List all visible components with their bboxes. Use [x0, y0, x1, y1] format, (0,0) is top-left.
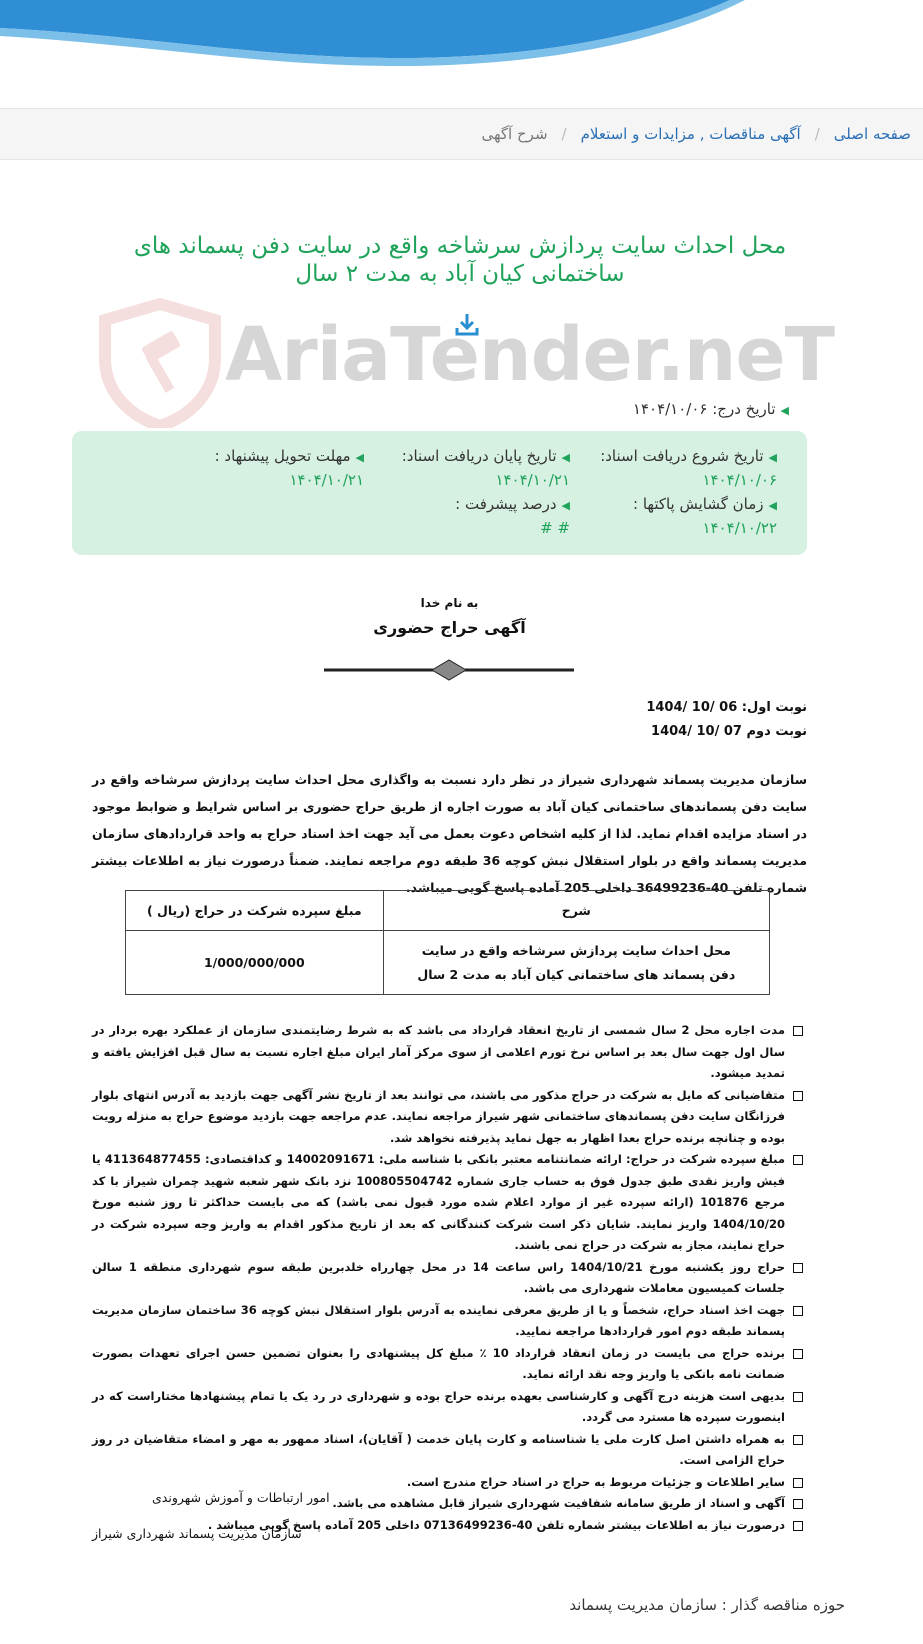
- condition-item: جهت اخذ اسناد حراج، شخصاً و یا از طریق معرفی نماینده به آدرس بلوار استقلال نبش کوچه 36 ساختمان سازمان مدیریت پسماند طبقه دوم امور قراردادها مراجعه نمایید.: [92, 1300, 807, 1343]
- breadcrumb-category-link[interactable]: آگهی مناقصات , مزایدات و استعلام: [580, 125, 801, 143]
- opening-cell: [633, 495, 777, 537]
- table-header-description: شرح: [383, 891, 769, 931]
- table-cell-description: محل احداث سایت پردازش سرشاخه واقع در سایت دفن پسماند های ساختمانی کیان آباد به مدت 2 سال: [383, 931, 769, 995]
- aria-tender-logo-watermark: [95, 298, 225, 428]
- deadline-cell: [215, 447, 364, 489]
- tender-document-image: [92, 596, 808, 1541]
- start-date-cell: [600, 447, 777, 489]
- conditions-list: [92, 1020, 807, 1536]
- progress-value: # #: [540, 519, 570, 537]
- footer-organization: سازمان مدیریت پسماند شهرداری شیراز: [92, 1526, 302, 1541]
- opening-value: ۱۴۰۴/۱۰/۲۲: [702, 519, 777, 537]
- deadline-label: مهلت تحویل پیشنهاد :: [214, 447, 351, 465]
- condition-item: درصورت نیاز به اطلاعات بیشتر شماره تلفن 40-07136499236 داخلی 205 آماده پاسخ گویی میباشد .: [92, 1515, 807, 1537]
- document-heading: آگهی حراج حضوری: [373, 618, 526, 637]
- end-date-cell: [402, 447, 570, 489]
- footer-department: امور ارتباطات و آموزش شهروندی: [152, 1490, 330, 1505]
- document-bismillah: به نام خدا: [420, 596, 479, 610]
- ornamental-divider: [324, 658, 574, 682]
- tender-info-box: [72, 431, 807, 555]
- condition-item: آگهی و اسناد از طریق سامانه شفافیت شهرداری شیراز قابل مشاهده می باشد.: [92, 1493, 807, 1515]
- condition-item: برنده حراج می بایست در زمان انعقاد قرارداد 10 ٪ مبلغ کل پیشنهادی را بعنوان تضمین حسن اجرای تعهدات بصورت ضمانت نامه بانکی یا واریز وجه نقد ارائه نماید.: [92, 1343, 807, 1386]
- posted-label: تاریخ درج:: [712, 400, 776, 418]
- triangle-bullet-icon: ◀: [355, 451, 364, 464]
- document-intro-paragraph: سازمان مدیریت پسماند شهرداری شیراز در نظر دارد نسبت به واگذاری محل احداث سایت پردازش سرشاخه واقع در سایت دفن پسماندهای ساختمانی کیان آباد به صورت اجاره از طریق حراج حضوری بر اساس شرایط و ضوابط موجود در اسناد مزایده اقدام نماید. لذا از کلیه اشخاص دعوت بعمل می آید جهت اخذ اسناد حراج به واحد قراردادهای سازمان مدیریت پسماند واقع در بلوار استقلال نبش کوچه 36 طبقه دوم مراجعه نمایند. ضمناً درصورت نیاز به اطلاعات بیشتر شماره تلفن 40-36499236 داخلی 205 آماده پاسخ گویی میباشد.: [92, 772, 808, 895]
- posted-date: [633, 400, 789, 418]
- breadcrumb-separator: /: [561, 125, 567, 143]
- auction-rounds: [646, 696, 807, 744]
- progress-cell: [455, 495, 570, 537]
- condition-item: متقاضیانی که مایل به شرکت در حراج مذکور می باشند، می توانند بعد از تاریخ نشر آگهی جهت بازدید به آدرس انتهای بلوار فرزانگان سایت دفن پسماندهای ساختمانی شهر شیراز مراجعه نمایند. عدم مراجعه جهت بازدید موضوع حراج به منزله رویت بوده و چنانچه برنده حراج بعدا اظهار به جهل نماید پذیرفته نخواهد شد.: [92, 1085, 807, 1150]
- triangle-bullet-icon: ◀: [561, 451, 570, 464]
- end-date-label: تاریخ پایان دریافت اسناد:: [401, 447, 557, 465]
- table-header-deposit: مبلغ سپرده شرکت در حراج (ریال ): [126, 891, 384, 931]
- triangle-bullet-icon: ◀: [768, 499, 777, 512]
- opening-label: زمان گشایش پاکتها :: [633, 495, 764, 513]
- table-cell-deposit: 1/000/000/000: [126, 931, 384, 995]
- breadcrumb-home-link[interactable]: صفحه اصلی: [833, 125, 911, 143]
- start-date-label: تاریخ شروع دریافت اسناد:: [600, 447, 764, 465]
- watermark-text: AriaTender.neT: [225, 312, 835, 398]
- end-date-value: ۱۴۰۴/۱۰/۲۱: [495, 471, 570, 489]
- posted-value: ۱۴۰۴/۱۰/۰۶: [632, 400, 708, 418]
- round-one: نوبت اول: 06 /10 /1404: [646, 700, 807, 715]
- condition-item: مدت اجاره محل 2 سال شمسی از تاریخ انعقاد قرارداد می باشد که به شرط رضایتمندی سازمان از عملکرد بهره بردار در سال اول جهت سال بعد بر اساس نرخ تورم اعلامی از سوی مرکز آمار ایران مبلغ اجاره نسبت به سال قبل افزایش یافته و تمدید میشود.: [92, 1020, 807, 1085]
- triangle-bullet-icon: ◀: [561, 499, 570, 512]
- condition-item: سایر اطلاعات و جزئیات مربوط به حراج در اسناد حراج مندرج است.: [92, 1472, 807, 1494]
- breadcrumb-current: شرح آگهی: [481, 125, 548, 143]
- start-date-value: ۱۴۰۴/۱۰/۰۶: [702, 471, 777, 489]
- condition-item: حراج روز یکشنبه مورخ 1404/10/21 راس ساعت 14 در محل چهارراه خلدبرین طبقه سوم شهرداری منطقه 1 سالن جلسات کمیسیون معاملات شهرداری می باشد.: [92, 1257, 807, 1300]
- triangle-bullet-icon: ◀: [768, 451, 777, 464]
- deadline-value: ۱۴۰۴/۱۰/۲۱: [289, 471, 364, 489]
- condition-item: به همراه داشتن اصل کارت ملی یا شناسنامه و کارت پایان خدمت ( آقایان)، اسناد ممهور به مهر و امضاء متقاضیان در روز حراج الزامی است.: [92, 1429, 807, 1472]
- progress-label: درصد پیشرفت :: [455, 495, 557, 513]
- breadcrumb-separator: /: [814, 125, 820, 143]
- condition-item: بدیهی است هزینه درج آگهی و کارشناسی بعهده برنده حراج بوده و شهرداری در رد یک یا تمام پیشنهادها مختاراست که در اینصورت سپرده ها مسترد می گردد.: [92, 1386, 807, 1429]
- breadcrumb: [0, 108, 923, 160]
- condition-item: مبلغ سپرده شرکت در حراج: ارائه ضمانتنامه معتبر بانکی با شناسه ملی: 14002091671 و کداقتصادی: 411364877455 یا فیش واریز نقدی طبق جدول فوق به حساب جاری شماره 100805504742 نزد بانک شهر شعبه شهید چمران شیراز با کد مرجع 101876 (ارائه سپرده غیر از موارد اعلام شده مورد قبول نمی باشد) که می بایست حداکثر تا روز شنبه مورخ 1404/10/20 واریز نمایند. شایان ذکر است شرکت کنندگانی که بعد از تاریخ مذکور اقدام به واریز وجه سپرده شرکت در حراج نمایند، مجاز به شرکت در حراج نمی باشند.: [92, 1149, 807, 1257]
- round-two: نوبت دوم 07 /10 /1404: [651, 724, 807, 739]
- triangle-bullet-icon: ◀: [780, 404, 789, 417]
- download-icon[interactable]: [455, 312, 479, 338]
- auction-table: [125, 890, 770, 995]
- page-title: محل احداث سایت پردازش سرشاخه واقع در سایت دفن پسماند های ساختمانی کیان آباد به مدت ۲ سال: [133, 233, 787, 287]
- tender-organizer: حوزه مناقصه گذار : سازمان مدیریت پسماند: [569, 1596, 845, 1614]
- header-wave: [0, 0, 923, 80]
